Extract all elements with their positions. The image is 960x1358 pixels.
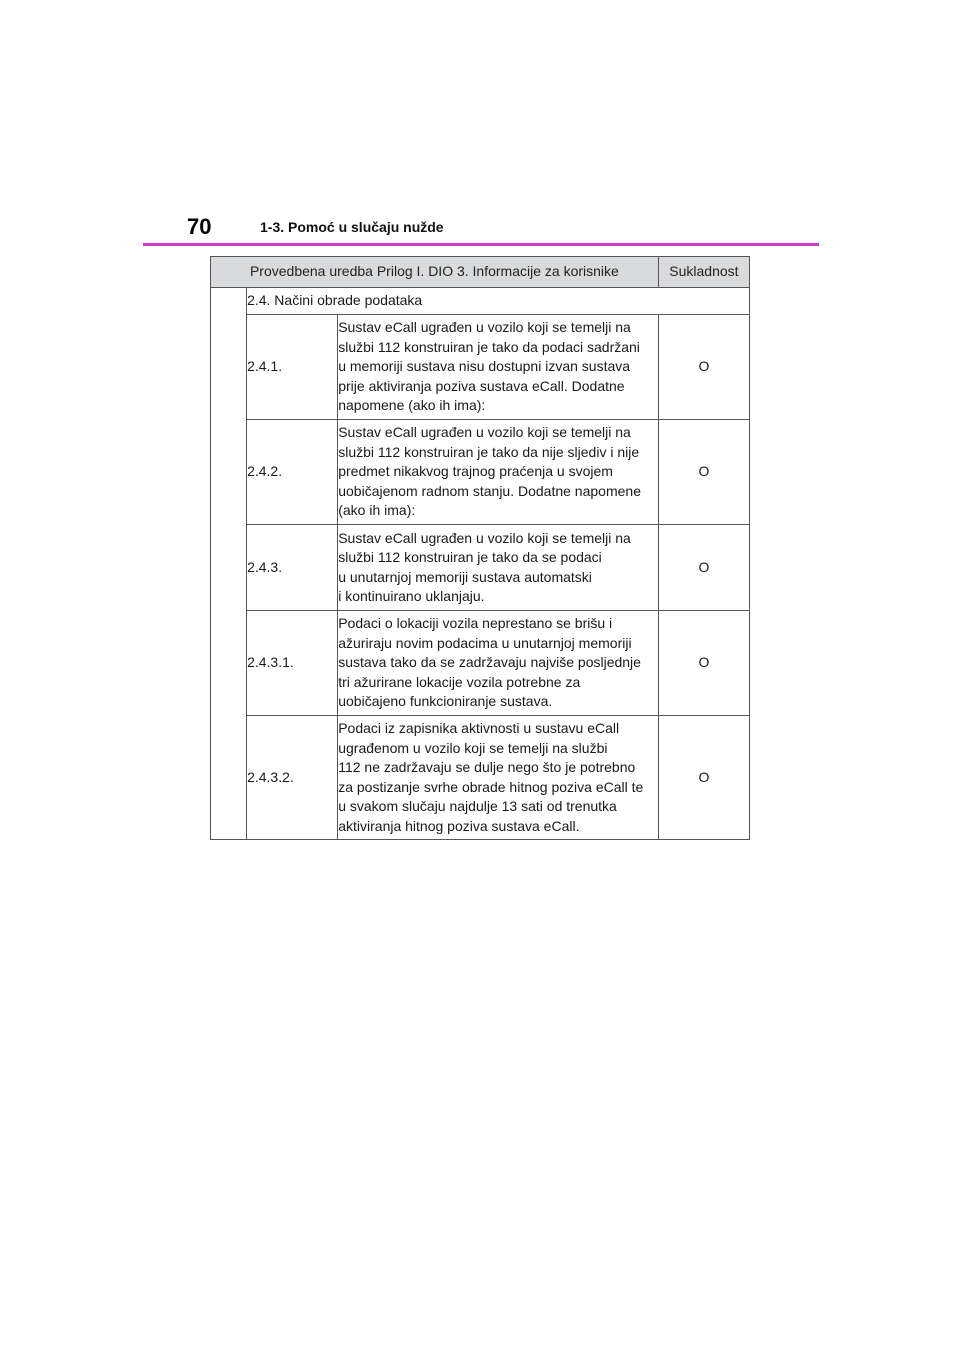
row-compliance: O: [658, 716, 749, 840]
row-number: 2.4.3.2.: [247, 716, 338, 840]
description-line: u memoriji sustava nisu dostupni izvan sustava: [338, 358, 631, 375]
table-row: [211, 611, 750, 716]
row-number: 2.4.3.1.: [247, 611, 338, 716]
description-line: sustava tako da se zadržavaju najviše posljednje: [338, 654, 641, 671]
description-line: za postizanje svrhe obrade hitnog poziva eCall te: [338, 778, 644, 795]
row-description: [338, 716, 659, 840]
row-compliance: O: [658, 315, 749, 420]
description-line: i kontinuirano uklanjaju.: [338, 588, 485, 604]
table-row: [211, 716, 750, 840]
description-line: Sustav eCall ugrađen u vozilo koji se temelji na: [338, 424, 631, 441]
description-line: Sustav eCall ugrađen u vozilo koji se temelji na: [338, 319, 631, 336]
row-description: [338, 420, 659, 525]
description-line: 112 ne zadržavaju se dulje nego što je potrebno: [338, 759, 636, 775]
table-header-row: [211, 257, 750, 288]
column-header-main: Provedbena uredba Prilog I. DIO 3. Informacije za korisnike: [211, 257, 659, 288]
row-description: [338, 611, 659, 716]
description-line: prije aktiviranja poziva sustava eCall. Dodatne: [338, 377, 625, 394]
header-rule: [143, 243, 819, 246]
description-line: uobičajenom radnom stanju. Dodatne napomene: [338, 482, 641, 499]
description-line: uobičajeno funkcioniranje sustava.: [338, 693, 553, 710]
row-compliance: O: [658, 611, 749, 716]
description-line: Sustav eCall ugrađen u vozilo koji se temelji na: [338, 529, 631, 546]
description-line: tri ažurirane lokacije vozila potrebne za: [338, 673, 581, 690]
subheading: 2.4. Načini obrade podataka: [247, 288, 750, 315]
row-number: 2.4.3.: [247, 525, 338, 611]
row-description: [338, 525, 659, 611]
subheading-row: [211, 288, 750, 315]
description-line: službi 112 konstruiran je tako da podaci sadržani: [338, 338, 640, 355]
row-number: 2.4.2.: [247, 420, 338, 525]
table-row: [211, 420, 750, 525]
blank-indent-cell: [211, 288, 247, 840]
description-line: u svakom slučaju najdulje 13 sati od trenutka: [338, 798, 617, 814]
description-line: napomene (ako ih ima):: [338, 397, 486, 414]
page-number: 70: [187, 214, 212, 239]
table-row: [211, 525, 750, 611]
row-compliance: O: [658, 525, 749, 611]
description-line: aktiviranja hitnog poziva sustava eCall.: [338, 817, 580, 834]
description-line: predmet nikakvog trajnog praćenja u svojem: [338, 463, 613, 480]
description-line: ažuriraju novim podacima u unutarnjoj memoriji: [338, 634, 632, 651]
compliance-table: [210, 256, 750, 840]
description-line: službi 112 konstruiran je tako da se podaci: [338, 549, 602, 565]
description-line: ugrađenom u vozilo koji se temelji na službi: [338, 739, 608, 756]
row-compliance: O: [658, 420, 749, 525]
page-header: [143, 210, 819, 246]
description-line: Podaci iz zapisnika aktivnosti u sustavu eCall: [338, 720, 620, 736]
description-line: (ako ih ima):: [338, 502, 416, 519]
row-number: 2.4.1.: [247, 315, 338, 420]
description-line: Podaci o lokaciji vozila neprestano se brišu i: [338, 615, 613, 632]
section-title: 1-3. Pomoć u slučaju nužde: [260, 219, 444, 235]
description-line: službi 112 konstruiran je tako da nije sljediv i nije: [338, 443, 640, 460]
row-description: [338, 315, 659, 420]
table-row: [211, 315, 750, 420]
column-header-compliance: Sukladnost: [658, 257, 749, 288]
description-line: u unutarnjoj memoriji sustava automatski: [338, 568, 592, 585]
